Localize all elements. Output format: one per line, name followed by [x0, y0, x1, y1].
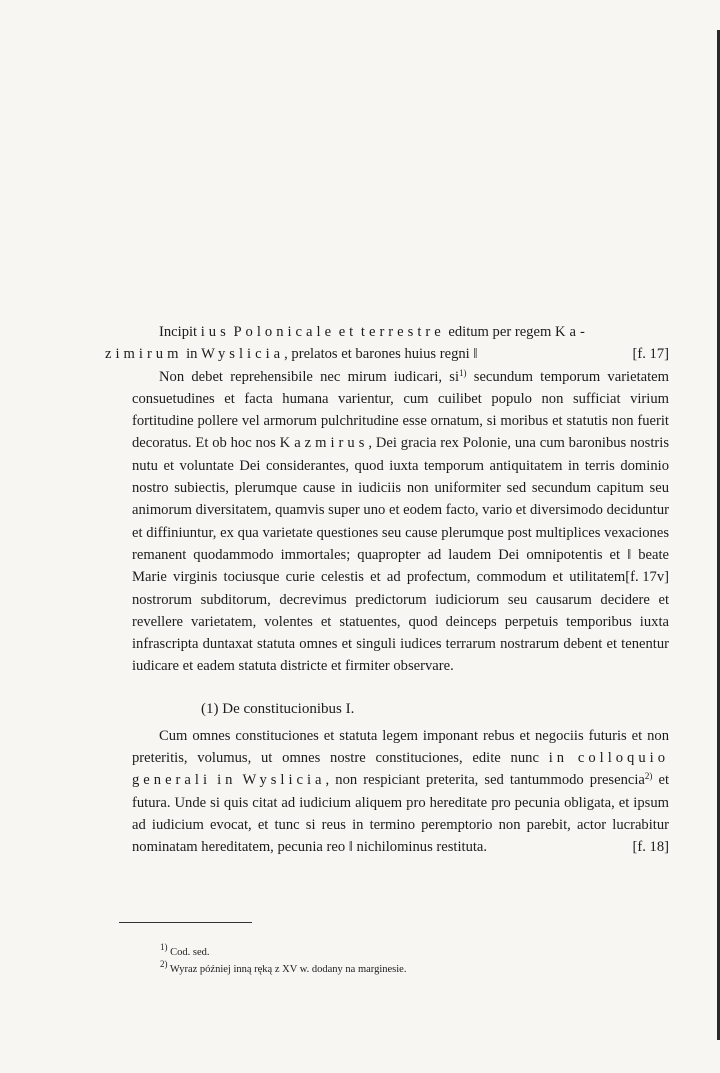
section-heading: (1) De constitucionibus I. — [201, 700, 355, 717]
kazimirum: zimirum — [105, 346, 183, 363]
folio-marker: [f. 17v] — [625, 569, 669, 586]
incipit-paragraph: Incipit ius Polonicale et terrestre editum per regem Ka- zimirum in Wyslicia, prelatos et barones huius regni ‖ [f. 17] — [132, 321, 669, 366]
footnote: $^{2)}$ Wyraz później inną ręką z XV w. dodany na marginesie. — [160, 959, 407, 975]
document-body — [105, 321, 670, 859]
folio-marker: [f. 18] — [632, 839, 669, 856]
footnote-ref: 1) — [459, 367, 467, 378]
section-paragraph: Cum omnes constituciones et statuta legem imponant rebus et negociis futuris et non preteritis, volumus, ut omnes nostre constituciones, edite nunc in colloquio generali in Wyslicia, non respiciant preterita, sed tantummodo presencia$^{2)}$ et futura. Unde si quis citat ad iudicium aliquem pro hereditate pro pecunia obligata, et ipsum ad iudicium evocat, et tunc si reus in termino peremptorio non parebit, actor lucrabitur nominatam hereditatem, pecunia reo ‖ nichilominus restituta. [f. 18] — [132, 725, 669, 859]
footnote-divider — [119, 922, 252, 923]
folio-marker: [f. 17] — [632, 346, 669, 363]
footnote: $^{1)}$ Cod. sed. — [160, 942, 210, 958]
footnotes — [160, 944, 660, 978]
preamble-paragraph: Non debet reprehensibile nec mirum iudicari, $si^{1)}$ secundum temporum varietatem consuetudines et facta humana varientur, cum cuilibet populo non sufficiat virium fortitudine pollere vel armorum pulchritudine esse ornatum, si moribus et statutis non fuerit decoratus. Et ob hoc nos Kazmirus, Dei gracia rex Polonie, una cum baronibus nostris nutu et voluntate Dei considerantes, quod iuxta temporum antiquitatem in terris dominio nostro subiectis, plerumque cause in iudiciis non uniformiter sed secundum capitum seu animorum diversitatem, quamvis super uno et eodem facto, vario et diversimodo deciduntur et diffiniuntur, ex qua varietate questiones seu cause plerumque post multiplices vexaciones remanent quodammodo immortales; quapropter ad laudem Dei omnipotentis et ‖ beate [f. 17v] Marie virginis tociusque curie celestis et ad profectum, commodum et utilitatem nostrorum subditorum, decrevimus predictorum iudiciorum seu causarum decidere et revellere varietatem, volentes et statuentes, quod deinceps perpetuis temporibus iuxta infrascripta duntaxat statuta omnes et singuli iudices terrarum nostrarum debent et tenentur iudicare et eadem statuta districte et firmiter observare. — [132, 367, 669, 675]
footnote-ref: 2) — [644, 771, 653, 782]
